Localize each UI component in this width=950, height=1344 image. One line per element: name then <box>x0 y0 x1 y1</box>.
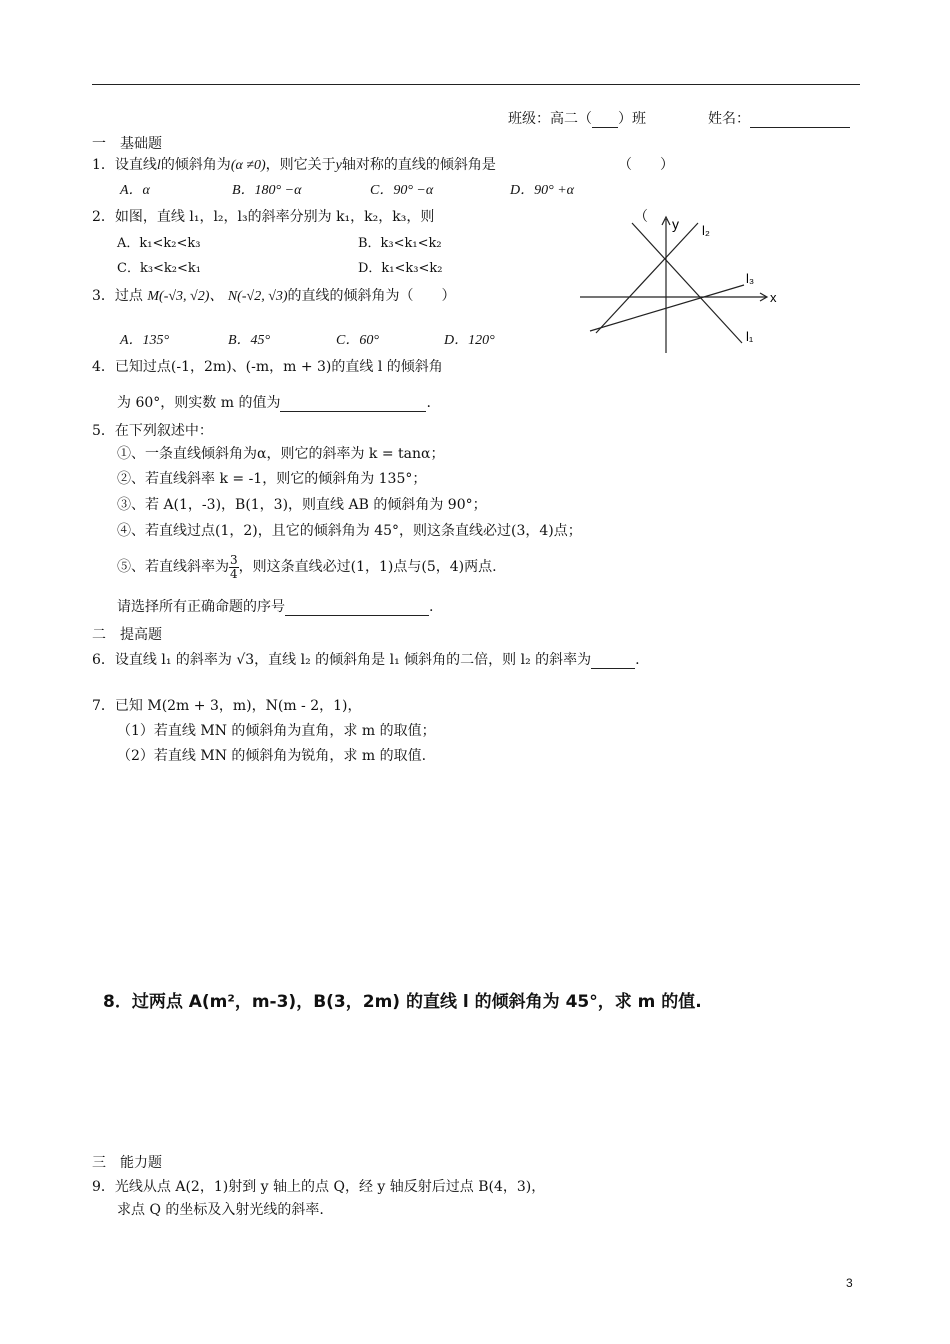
q2-answer-paren: （ <box>634 209 648 225</box>
section-basic: 一 基础题 <box>92 136 162 152</box>
q5-statement-2: ②、若直线斜率 k = -1，则它的倾斜角为 135°； <box>117 471 427 487</box>
q7-stem: 7．已知 M(2m + 3，m)，N(m - 2，1)， <box>92 698 362 714</box>
class-field <box>508 108 646 128</box>
q5-stem: 5．在下列叙述中： <box>92 423 213 439</box>
q3-stem: 3．过点 M(-√3, √2)、 N(-√2, √3)的直线的倾斜角为（ ） <box>92 288 456 304</box>
q5-statement-1: ①、一条直线倾斜角为α，则它的斜率为 k = tanα； <box>117 446 445 462</box>
q6-answer-blank[interactable] <box>591 654 635 669</box>
section-advanced: 二 提高题 <box>92 627 162 643</box>
q4-answer-blank[interactable] <box>280 397 426 412</box>
q4-line2: 为 60°，则实数 m 的值为 . <box>117 395 431 411</box>
line-l3 <box>590 285 744 331</box>
q4-line1: 4．已知过点(-1，2m)、(-m，m + 3)的直线 l 的倾斜角 <box>92 359 443 375</box>
q3-option-b: B．45° <box>228 333 271 348</box>
name-blank[interactable] <box>750 113 850 128</box>
q1-option-d: D．90° +α <box>510 183 575 198</box>
q2-option-b: B．k₃<k₁<k₂ <box>358 236 442 251</box>
q5-statement-3: ③、若 A(1，-3)，B(1，3)，则直线 AB 的倾斜角为 90°； <box>117 497 487 513</box>
line-l1-label: l₁ <box>746 329 754 344</box>
q5-ask: 请选择所有正确命题的序号 . <box>117 599 434 615</box>
q7-part-1: （1）若直线 MN 的倾斜角为直角，求 m 的取值； <box>117 723 436 739</box>
line-l1 <box>632 223 742 343</box>
q3-option-a: A．135° <box>120 333 170 348</box>
class-suffix: ）班 <box>618 111 646 127</box>
q5-statement-4: ④、若直线过点(1，2)，且它的倾斜角为 45°，则这条直线必过(3，4)点； <box>117 523 582 539</box>
name-label: 姓名： <box>708 111 750 127</box>
q1-stem: 1．设直线l的倾斜角为(α ≠0)，则它关于y轴对称的直线的倾斜角是 <box>92 157 496 173</box>
q2-option-d: D．k₁<k₃<k₂ <box>358 261 443 276</box>
top-rule <box>92 84 860 85</box>
section-ability: 三 能力题 <box>92 1155 162 1171</box>
q1-option-b: B．180° −α <box>232 183 302 198</box>
q1-answer-paren: （ ） <box>618 157 674 173</box>
q2-stem: 2．如图，直线 l₁，l₂，l₃的斜率分别为 k₁，k₂，k₃，则 <box>92 209 435 225</box>
class-blank[interactable] <box>592 113 618 128</box>
slope-figure <box>570 205 790 360</box>
page-number: 3 <box>846 1276 853 1290</box>
q9-line1: 9．光线从点 A(2，1)射到 y 轴上的点 Q，经 y 轴反射后过点 B(4，3)， <box>92 1179 546 1195</box>
q3-option-c: C．60° <box>336 333 379 348</box>
q5-answer-blank[interactable] <box>285 601 429 616</box>
q2-option-a: A．k₁<k₂<k₃ <box>117 236 201 251</box>
q7-part-2: （2）若直线 MN 的倾斜角为锐角，求 m 的取值. <box>117 748 427 764</box>
fraction-3-4: $\frac{3}{4}$ <box>230 552 238 581</box>
q9-line2: 求点 Q 的坐标及入射光线的斜率. <box>117 1202 324 1218</box>
y-axis-label: y <box>672 216 679 232</box>
q3-option-d: D．120° <box>444 333 495 348</box>
x-axis-label: x <box>770 290 777 305</box>
line-l3-label: l₃ <box>746 271 755 286</box>
q8-stem: 8．过两点 A(m²，m-3)，B(3，2m) 的直线 l 的倾斜角为 45°，求 m 的值. <box>103 992 702 1012</box>
q5-statement-5: ⑤、若直线斜率为 $\frac{3}{4}$ ，则这条直线必过(1，1)点与(5，4)两点. <box>117 552 497 581</box>
line-l2-label: l₂ <box>702 223 710 238</box>
q1-option-c: C．90° −α <box>370 183 434 198</box>
q6-stem: 6．设直线 l₁ 的斜率为 √3，直线 l₂ 的倾斜角是 l₁ 倾斜角的二倍，则 l₂ 的斜率为 . <box>92 652 640 668</box>
class-label: 班级：高二（ <box>508 111 592 127</box>
q2-option-c: C．k₃<k₂<k₁ <box>117 261 201 276</box>
q1-option-a: A．α <box>120 183 150 198</box>
name-field <box>708 108 850 128</box>
